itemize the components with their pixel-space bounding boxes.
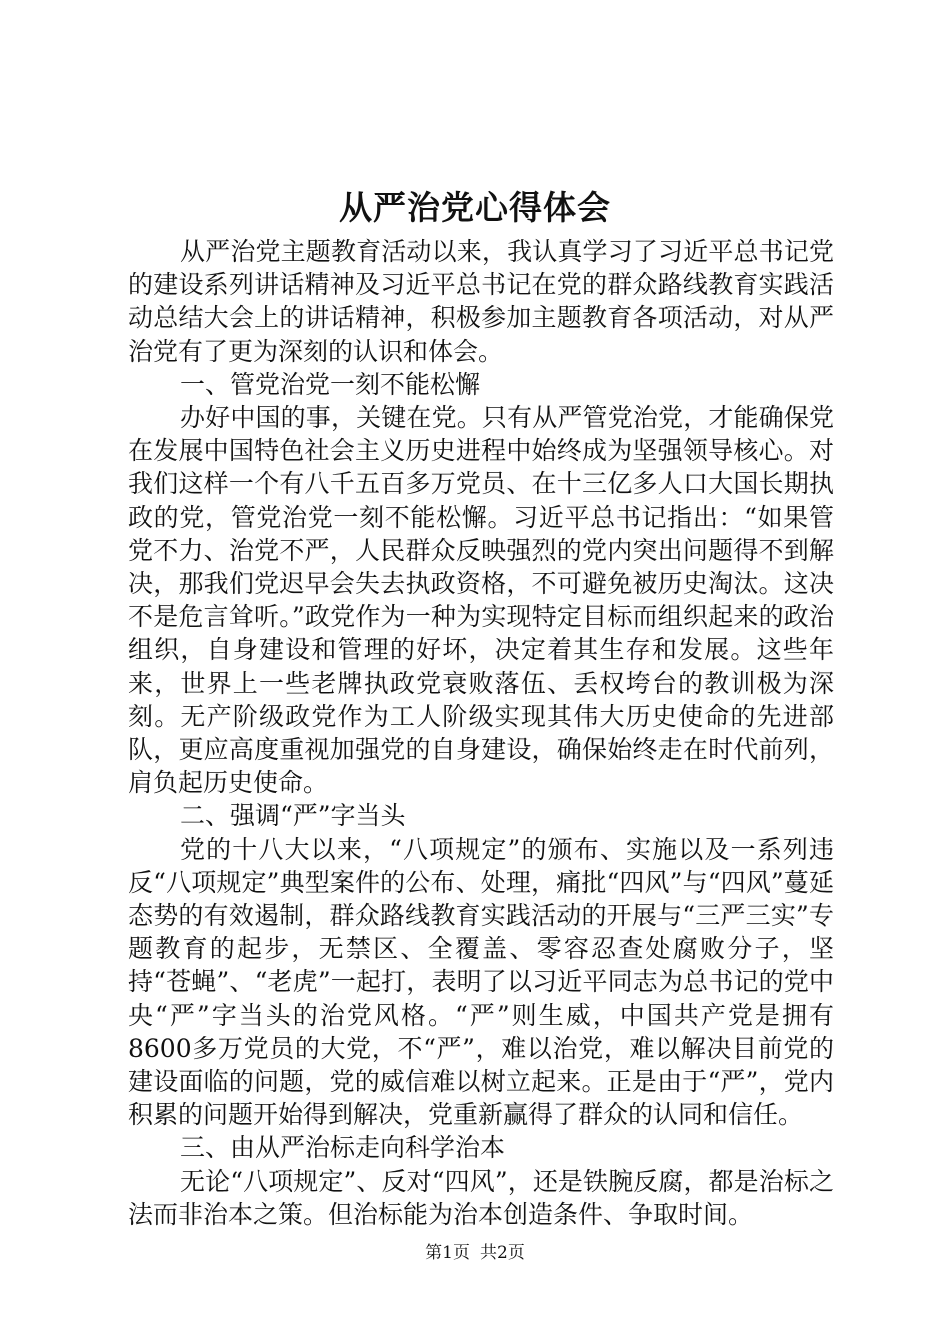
section-heading-3: 三、由从严治标走向科学治本 <box>180 1133 506 1163</box>
section-2-paragraph: 党的十八大以来，“八项规定”的颁布、实施以及一系列违反“八项规定”典型案件的公布、处理，痛批“四风”与“四风”蔓延态势的有效遏制，群众路线教育实践活动的开展与“三严三实”专题教育的起步，无禁区、全覆盖、零容忍查处腐败分子，坚持“苍蝇”、“老虎”一起打，表明了以习近平同志为总书记的党中央“严”字当头的治党风格。“严”则生威，中国共产党是拥有8600多万党员的大党，不“严”，难以治党，难以解决目前党的建设面临的问题，党的威信难以树立起来。正是由于“严”，党内积累的问题开始得到解决，党重新赢得了群众的认同和信任。 <box>128 834 834 1130</box>
page-total: 共2页 <box>480 1243 525 1263</box>
page-footer <box>0 1241 950 1265</box>
section-heading-1: 一、管党治党一刻不能松懈 <box>180 369 481 399</box>
section-3-paragraph: 无论“八项规定”、反对“四风”，还是铁腕反腐，都是治标之法而非治本之策。但治标能为治本创造条件、争取时间。 <box>128 1166 834 1229</box>
section-heading-2: 二、强调“严”字当头 <box>180 801 406 831</box>
intro-paragraph: 从严治党主题教育活动以来，我认真学习了习近平总书记党的建设系列讲话精神及习近平总书记在党的群众路线教育实践活动总结大会上的讲话精神，积极参加主题教育各项活动，对从严治党有了更为深刻的认识和体会。 <box>128 237 834 366</box>
document-title: 从严治党心得体会 <box>339 188 611 227</box>
page-number: 第1页 <box>425 1243 470 1263</box>
document-body <box>128 235 834 1231</box>
section-1-paragraph: 办好中国的事，关键在党。只有从严管党治党，才能确保党在发展中国特色社会主义历史进程中始终成为坚强领导核心。对我们这样一个有八千五百多万党员、在十三亿多人口大国长期执政的党，管党治党一刻不能松懈。习近平总书记指出：“如果管党不力、治党不严，人民群众反映强烈的党内突出问题得不到解决，那我们党迟早会失去执政资格，不可避免被历史淘汰。这决不是危言耸听。”政党作为一种为实现特定目标而组织起来的政治组织，自身建设和管理的好坏，决定着其生存和发展。这些年来，世界上一些老牌执政党衰败落伍、丢权垮台的教训极为深刻。无产阶级政党作为工人阶级实现其伟大历史使命的先进部队，更应高度重视加强党的自身建设，确保始终走在时代前列，肩负起历史使命。 <box>128 403 834 798</box>
